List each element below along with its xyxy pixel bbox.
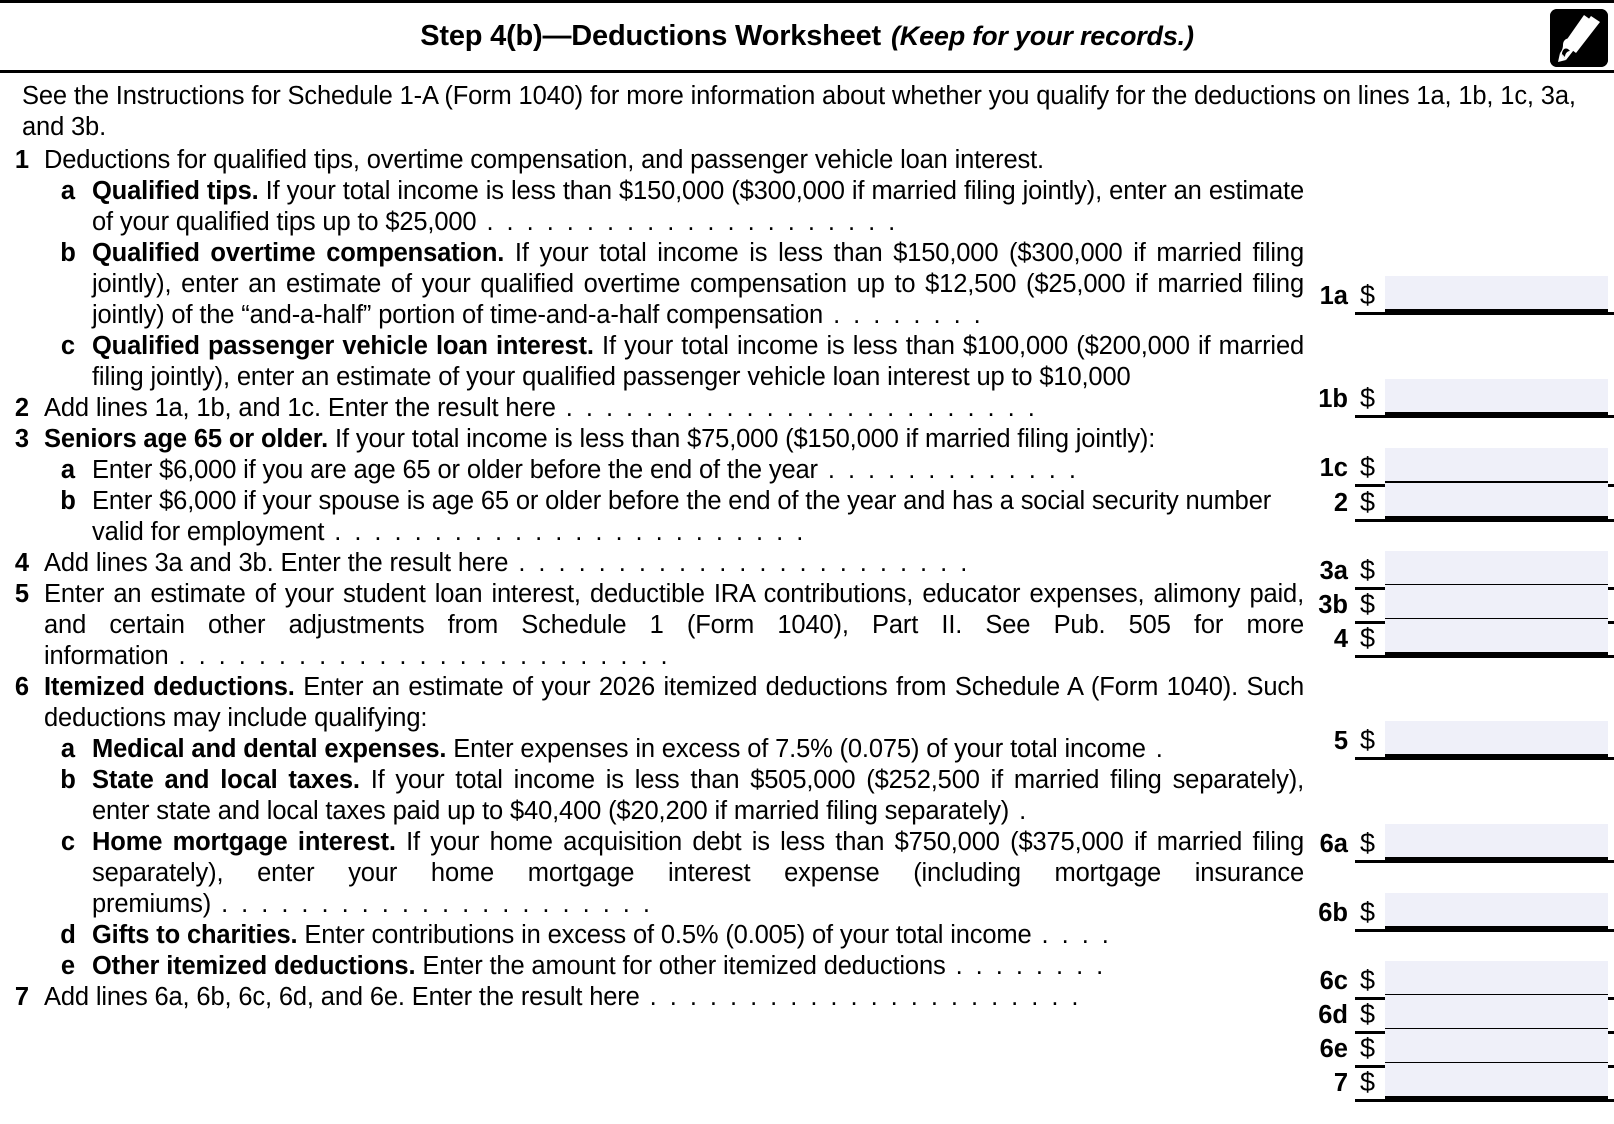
dot-leader: .....................	[486, 208, 909, 236]
currency-symbol-4: $	[1360, 623, 1376, 653]
entry-underline-6b	[1355, 929, 1614, 932]
line-sub-letter: a	[60, 735, 76, 763]
line-text: Home mortgage interest. If your home acquisition debt is less than $750,000 ($375,000 if married filing separately), enter your home mortgage interest expense (including mortgage insurance premiums) ......................	[92, 828, 1305, 918]
currency-symbol-6d: $	[1360, 999, 1376, 1029]
currency-symbol-7: $	[1360, 1067, 1376, 1097]
entry-field-1b[interactable]	[0, 381, 1614, 421]
entry-field-label-5: 5	[1333, 727, 1348, 755]
worksheet-header	[0, 3, 1614, 73]
entry-underline-2	[1355, 519, 1614, 522]
entry-input-6e[interactable]	[1385, 1029, 1608, 1065]
dot-leader: .	[1155, 735, 1176, 763]
dot-leader: ........	[955, 952, 1117, 980]
entry-input-6c[interactable]	[1385, 961, 1608, 997]
currency-symbol-2: $	[1360, 487, 1376, 517]
entry-input-5[interactable]	[1385, 721, 1608, 757]
entry-input-7[interactable]	[1385, 1063, 1608, 1099]
currency-symbol-6a: $	[1360, 828, 1376, 858]
currency-symbol-1c: $	[1360, 452, 1376, 482]
page-title-note: (Keep for your records.)	[890, 21, 1194, 51]
line-sub-letter: c	[60, 828, 76, 856]
currency-symbol-3a: $	[1360, 555, 1376, 585]
line-text: Add lines 3a and 3b. Enter the result here .......................	[44, 549, 981, 577]
worksheet-body	[0, 73, 1614, 1097]
line-text: Seniors age 65 or older. If your total income is less than $75,000 ($150,000 if married filing jointly):	[44, 425, 1156, 453]
entry-input-4[interactable]	[1385, 619, 1608, 655]
line-text: Enter $6,000 if your spouse is age 65 or older before the end of the year and has a social security number valid for employment ........................	[92, 487, 1272, 546]
dot-leader: .	[1019, 797, 1040, 825]
entry-input-3a[interactable]	[1385, 551, 1608, 587]
line-sub-letter: e	[60, 952, 76, 980]
entry-underline-1a	[1355, 312, 1614, 315]
line-text: Qualified tips. If your total income is less than $150,000 ($300,000 if married filing jointly), enter an estimate of your qualified tips up to $25,000 .....................	[92, 177, 1305, 236]
entry-underline-6a	[1355, 860, 1614, 863]
line-text: Other itemized deductions. Enter the amount for other itemized deductions ........	[92, 952, 1117, 980]
dot-leader: .............	[827, 456, 1089, 484]
entry-input-1b[interactable]	[1385, 379, 1608, 415]
currency-symbol-1a: $	[1360, 280, 1376, 310]
page-title-main: Step 4(b)—Deductions Worksheet	[420, 20, 881, 52]
dot-leader: ........................	[565, 394, 1048, 422]
entry-field-1c[interactable]	[0, 450, 1614, 490]
worksheet-line-6b	[0, 765, 1614, 827]
line-text: Add lines 1a, 1b, and 1c. Enter the result here ........................	[44, 394, 1048, 422]
entry-field-label-1a: 1a	[1319, 282, 1348, 310]
line-text: Enter an estimate of your student loan interest, deductible IRA contributions, educator expenses, alimony paid, and certain other adjustments from Schedule 1 (Form 1040), Part II. See Pub. 505 for more information .........................	[44, 580, 1304, 670]
line-number: 2	[14, 394, 30, 422]
entry-field-label-2: 2	[1333, 489, 1348, 517]
entry-field-4[interactable]	[0, 621, 1614, 661]
line-text: Medical and dental expenses. Enter expenses in excess of 7.5% (0.075) of your total income .	[92, 735, 1176, 763]
line-sub-letter: b	[60, 239, 76, 267]
instructions-paragraph: See the Instructions for Schedule 1-A (Form 1040) for more information about whether you qualify for the deductions on lines 1a, 1b, 1c, 3a, and 3b.	[22, 82, 1576, 141]
line-sub-letter: b	[60, 487, 76, 515]
entry-field-label-7: 7	[1333, 1069, 1348, 1097]
line-number: 5	[14, 580, 30, 608]
entry-underline-4	[1355, 655, 1614, 658]
dot-leader: ......................	[649, 983, 1092, 1011]
entry-input-2[interactable]	[1385, 483, 1608, 519]
line-text: Qualified passenger vehicle loan interest. If your total income is less than $100,000 ($200,000 if married filing jointly), enter an estimate of your qualified passenger vehicle loan interest up to $10,000	[92, 332, 1305, 391]
entry-input-6a[interactable]	[1385, 824, 1608, 860]
line-sub-letter: d	[60, 921, 76, 949]
line-number: 6	[14, 673, 30, 701]
dot-leader: .........................	[178, 642, 681, 670]
entry-field-label-6b: 6b	[1318, 899, 1348, 927]
dot-leader: ....	[1041, 921, 1122, 949]
line-number: 3	[14, 425, 30, 453]
pencil-icon	[1550, 9, 1608, 67]
currency-symbol-6e: $	[1360, 1033, 1376, 1063]
entry-field-7[interactable]	[0, 1065, 1614, 1105]
entry-field-label-3b: 3b	[1318, 591, 1348, 619]
worksheet-line-1	[0, 145, 1614, 176]
line-number: 7	[14, 983, 30, 1011]
line-text: Itemized deductions. Enter an estimate of your 2026 itemized deductions from Schedule A (Form 1040). Such deductions may include qualifying:	[44, 673, 1305, 732]
line-text: State and local taxes. If your total income is less than $505,000 ($252,500 if married filing separately), enter state and local taxes paid up to $40,400 ($20,200 if married filing separately) .	[92, 766, 1305, 825]
line-number: 4	[14, 549, 30, 577]
line-sub-letter: a	[60, 456, 76, 484]
entry-field-label-4: 4	[1333, 625, 1348, 653]
currency-symbol-1b: $	[1360, 383, 1376, 413]
line-text: Qualified overtime compensation. If your total income is less than $150,000 ($300,000 if married filing jointly), enter an estimate of your qualified overtime compensation up to $12,500 ($25,000 if married filing jointly) of the “and-a-half” portion of time-and-a-half compensation ........	[92, 239, 1304, 329]
line-text: Gifts to charities. Enter contributions in excess of 0.5% (0.005) of your total income ....	[92, 921, 1122, 949]
entry-field-5[interactable]	[0, 723, 1614, 763]
line-text: Add lines 6a, 6b, 6c, 6d, and 6e. Enter the result here ......................	[44, 983, 1092, 1011]
currency-symbol-3b: $	[1360, 589, 1376, 619]
entry-field-label-6a: 6a	[1319, 830, 1348, 858]
dot-leader: ......................	[221, 890, 663, 918]
dot-leader: ........	[833, 301, 994, 329]
entry-underline-1b	[1355, 415, 1614, 418]
line-sub-letter: c	[60, 332, 76, 360]
entry-underline-5	[1355, 757, 1614, 760]
currency-symbol-6c: $	[1360, 965, 1376, 995]
line-text: Enter $6,000 if you are age 65 or older before the end of the year .............	[92, 456, 1089, 484]
entry-field-2[interactable]	[0, 485, 1614, 525]
line-sub-letter: a	[60, 177, 76, 205]
line-number: 1	[14, 146, 30, 174]
entry-field-6a[interactable]	[0, 826, 1614, 866]
worksheet-line-1a	[0, 176, 1614, 238]
dot-leader: ........................	[334, 518, 817, 546]
entry-field-label-3a: 3a	[1319, 557, 1348, 585]
page-title	[420, 20, 1194, 53]
entry-field-label-1b: 1b	[1318, 385, 1348, 413]
entry-input-3b[interactable]	[1385, 585, 1608, 621]
entry-input-6b[interactable]	[1385, 893, 1608, 929]
line-text: Deductions for qualified tips, overtime compensation, and passenger vehicle loan interest.	[44, 146, 1044, 174]
line-sub-letter: b	[60, 766, 76, 794]
entry-field-6b[interactable]	[0, 895, 1614, 935]
entry-input-1c[interactable]	[1385, 448, 1608, 484]
entry-field-label-1c: 1c	[1319, 454, 1348, 482]
entry-input-1a[interactable]	[1385, 276, 1608, 312]
entry-field-label-6d: 6d	[1318, 1001, 1348, 1029]
entry-field-1a[interactable]	[0, 278, 1614, 318]
currency-symbol-5: $	[1360, 725, 1376, 755]
entry-underline-7	[1355, 1099, 1614, 1102]
currency-symbol-6b: $	[1360, 897, 1376, 927]
entry-input-6d[interactable]	[1385, 995, 1608, 1031]
entry-field-label-6c: 6c	[1319, 967, 1348, 995]
dot-leader: .......................	[518, 549, 981, 577]
entry-field-label-6e: 6e	[1319, 1035, 1348, 1063]
